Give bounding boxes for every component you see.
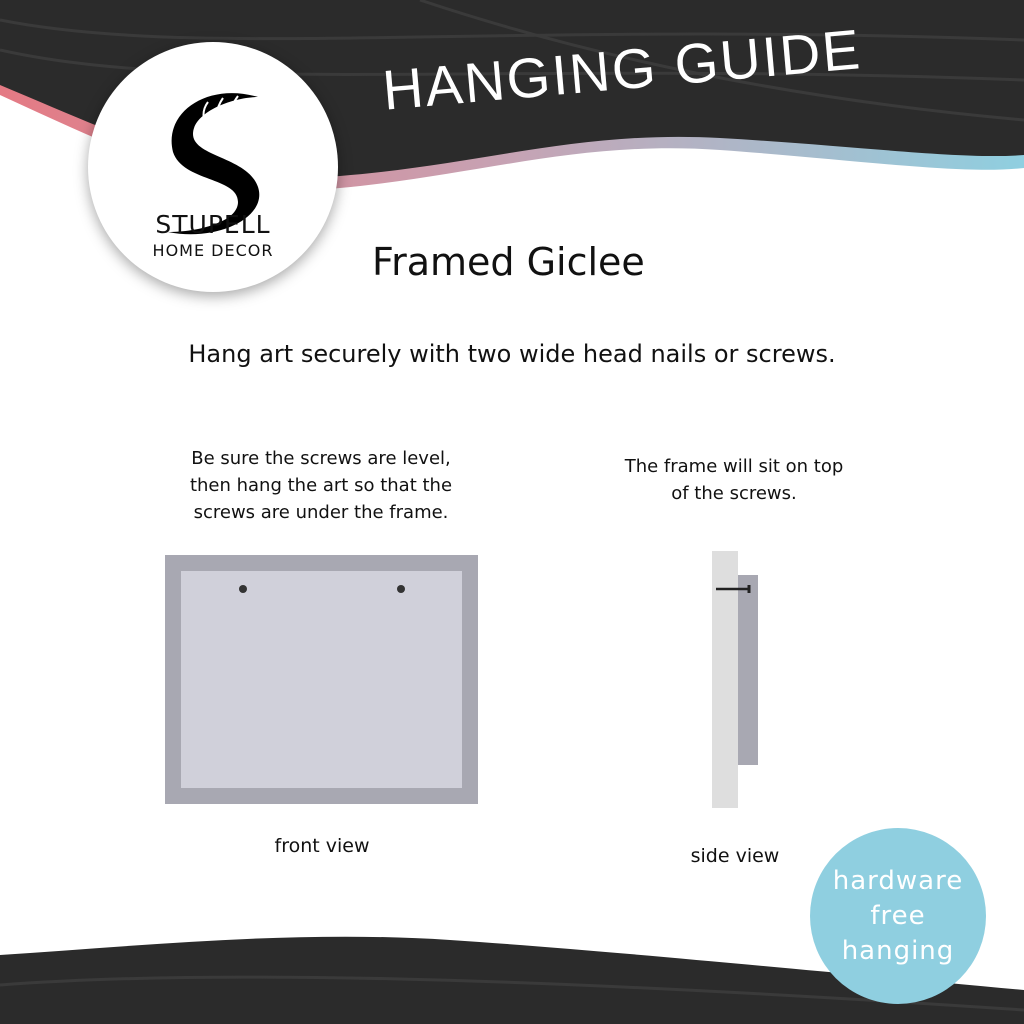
side-view-label: side view: [690, 845, 780, 867]
screw-left-icon: [239, 585, 247, 593]
badge-line: free: [870, 900, 926, 931]
screw-right-icon: [397, 585, 405, 593]
brand-tagline: HOME DECOR: [152, 241, 274, 260]
note-line: The frame will sit on top: [624, 456, 844, 477]
note-line: then hang the art so that the: [189, 475, 453, 496]
badge-line: hardware: [832, 865, 964, 896]
page-title: HANGING GUIDE: [380, 17, 865, 122]
hardware-free-badge: [810, 828, 986, 1004]
product-type: Framed Giclee: [372, 240, 645, 284]
side-view-note: [584, 453, 884, 507]
main-instruction: Hang art securely with two wide head nails or screws.: [188, 340, 836, 368]
brand-name: STUPELL: [155, 210, 271, 239]
side-view-frame: [738, 575, 758, 765]
front-view-artwork: [181, 571, 462, 788]
front-view-note: [150, 445, 492, 526]
note-line: of the screws.: [671, 483, 797, 504]
badge-line: hanging: [841, 935, 955, 966]
note-line: screws are under the frame.: [193, 502, 449, 523]
front-view-label: front view: [274, 835, 370, 857]
note-line: Be sure the screws are level,: [191, 448, 451, 469]
